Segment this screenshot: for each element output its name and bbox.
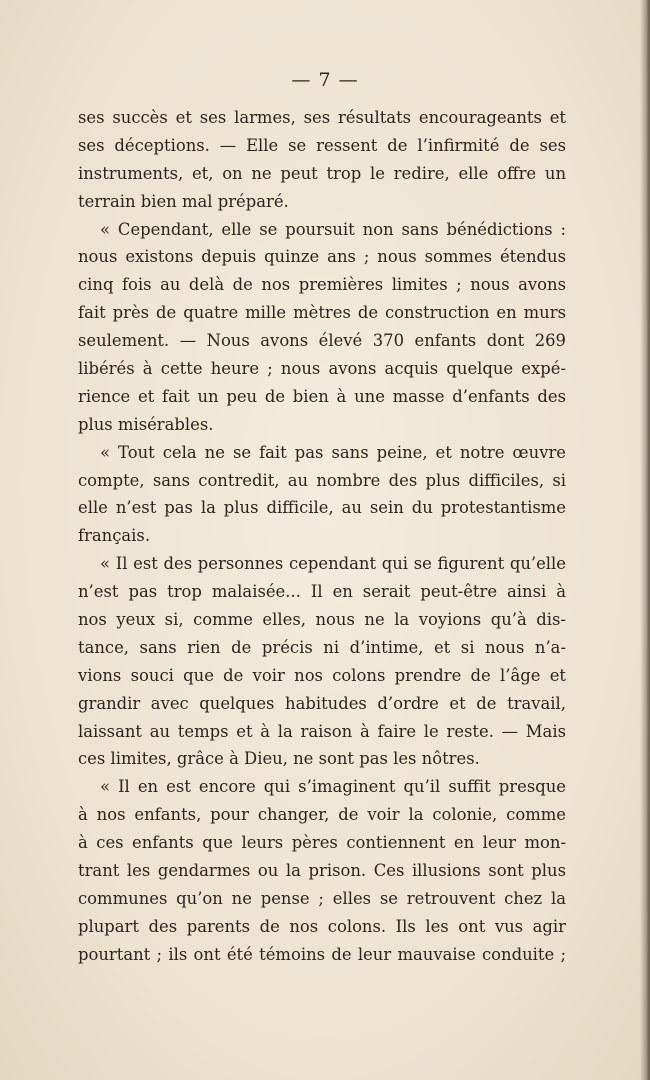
text-line: n’est pas trop malaisée... Il en serait peut-être ainsi à: [78, 582, 566, 602]
body-text: [78, 104, 566, 969]
text-line: compte, sans contredit, au nombre des plus difficiles, si: [78, 470, 566, 490]
text-line: plus misérables.: [78, 414, 214, 434]
page-number: — 7 —: [291, 69, 359, 91]
text-line: trant les gendarmes ou la prison. Ces illusions sont plus: [78, 861, 566, 881]
text-line: « Il est des personnes cependant qui se figurent qu’elle: [100, 554, 566, 574]
page-edge-shadow: [640, 0, 650, 1080]
text-line: instruments, et, on ne peut trop le redire, elle offre un: [78, 163, 566, 183]
text-line: à nos enfants, pour changer, de voir la colonie, comme: [78, 805, 566, 825]
text-line: nous existons depuis quinze ans ; nous sommes étendus: [78, 247, 566, 267]
text-line: à ces enfants que leurs pères contiennent en leur mon-: [78, 833, 566, 853]
text-line: cinq fois au delà de nos premières limites ; nous avons: [78, 275, 566, 295]
text-line: terrain bien mal préparé.: [78, 191, 289, 211]
text-line: communes qu’on ne pense ; elles se retrouvent chez la: [78, 888, 566, 908]
text-line: rience et fait un peu de bien à une masse d’enfants des: [78, 386, 566, 406]
text-line: libérés à cette heure ; nous avons acquis quelque expé-: [78, 359, 566, 379]
text-line: tance, sans rien de précis ni d’intime, et si nous n’a-: [78, 637, 566, 657]
text-line: seulement. — Nous avons élevé 370 enfants dont 269: [78, 331, 566, 351]
text-line: ses déceptions. — Elle se ressent de l’infirmité de ses: [78, 135, 566, 155]
text-line: français.: [78, 526, 151, 546]
text-line: « Tout cela ne se fait pas sans peine, et notre œuvre: [100, 442, 566, 462]
text-line: fait près de quatre mille mètres de construction en murs: [78, 303, 566, 323]
text-line: plupart des parents de nos colons. Ils les ont vus agir: [78, 916, 566, 936]
text-line: grandir avec quelques habitudes d’ordre et de travail,: [78, 693, 566, 713]
text-line: ces limites, grâce à Dieu, ne sont pas les nôtres.: [78, 749, 480, 769]
text-line: vions souci que de voir nos colons prendre de l’âge et: [78, 665, 566, 685]
text-line: laissant au temps et à la raison à faire le reste. — Mais: [78, 721, 566, 741]
text-line: nos yeux si, comme elles, nous ne la voyions qu’à dis-: [78, 610, 566, 630]
text-line: elle n’est pas la plus difficile, au sein du protestantisme: [78, 498, 566, 518]
text-line: « Cependant, elle se poursuit non sans bénédictions :: [100, 219, 566, 239]
text-line: « Il en est encore qui s’imaginent qu’il suffit presque: [100, 777, 566, 797]
text-line: pourtant ; ils ont été témoins de leur mauvaise conduite ;: [78, 944, 566, 964]
text-line: ses succès et ses larmes, ses résultats encourageants et: [78, 108, 566, 127]
